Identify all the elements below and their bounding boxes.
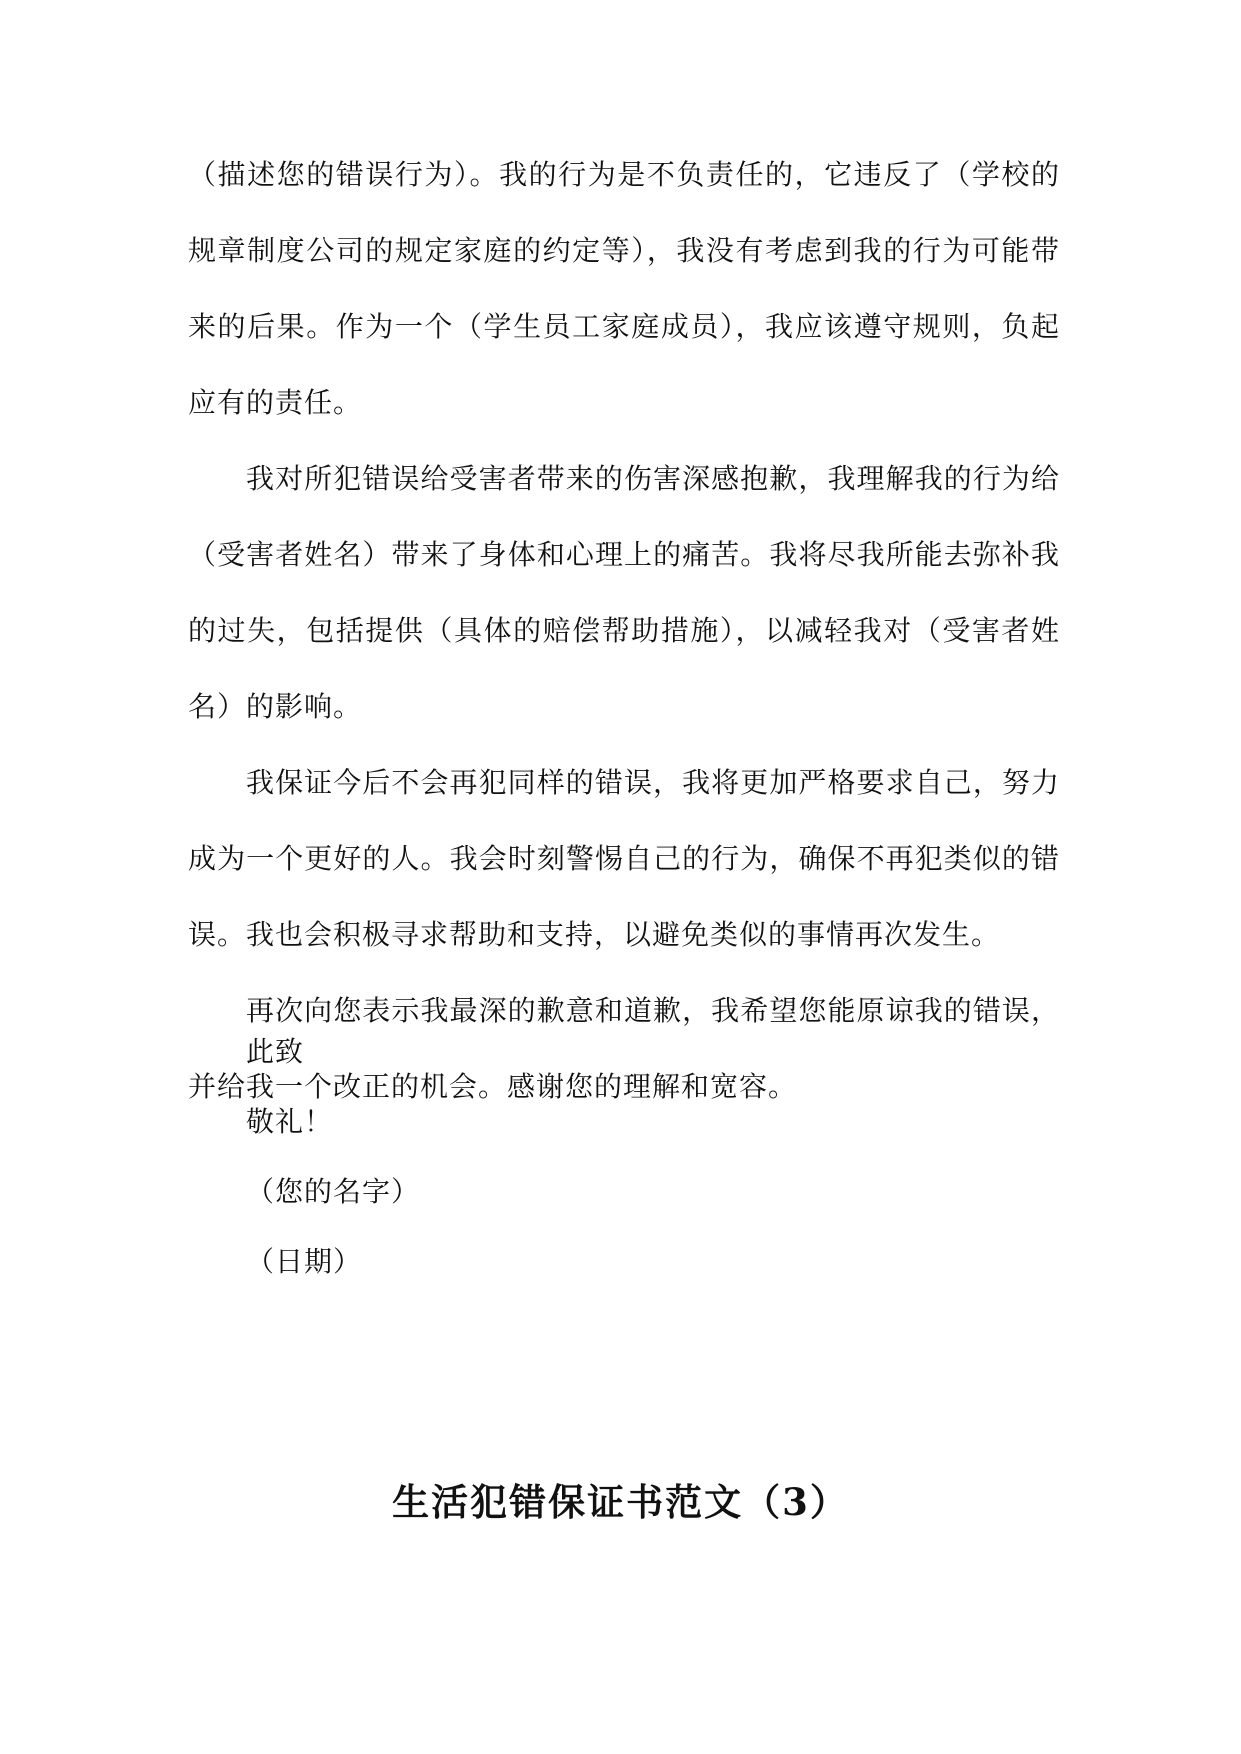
letter-body	[188, 137, 1060, 1125]
paragraph-misconduct: （描述您的错误行为）。我的行为是不负责任的，它违反了（学校的规章制度公司的规定家庭的约定等），我没有考虑到我的行为可能带来的后果。作为一个（学生员工家庭成员），我应该遵守规则，负起应有的责任。	[188, 158, 1060, 419]
paragraph-promise: 我保证今后不会再犯同样的错误，我将更加严格要求自己，努力成为一个更好的人。我会时刻警惕自己的行为，确保不再犯类似的错误。我也会积极寻求帮助和支持，以避免类似的事情再次发生。	[188, 766, 1060, 951]
section-heading: 生活犯错保证书范文（3）	[392, 1480, 849, 1524]
paragraph-apology: 我对所犯错误给受害者带来的伤害深感抱歉，我理解我的行为给（受害者姓名）带来了身体和心理上的痛苦。我将尽我所能去弥补我的过失，包括提供（具体的赔偿帮助措施），以减轻我对（受害者姓名）的影响。	[188, 462, 1060, 723]
paragraph-closing-remarks: 再次向您表示我最深的歉意和道歉，我希望您能原谅我的错误，并给我一个改正的机会。感谢您的理解和宽容。	[188, 994, 1060, 1103]
signature-date: （日期）	[246, 1245, 363, 1278]
closing-salutation: 此致	[246, 1035, 305, 1068]
signature-name: （您的名字）	[246, 1175, 421, 1208]
closing-regards: 敬礼！	[246, 1105, 334, 1138]
